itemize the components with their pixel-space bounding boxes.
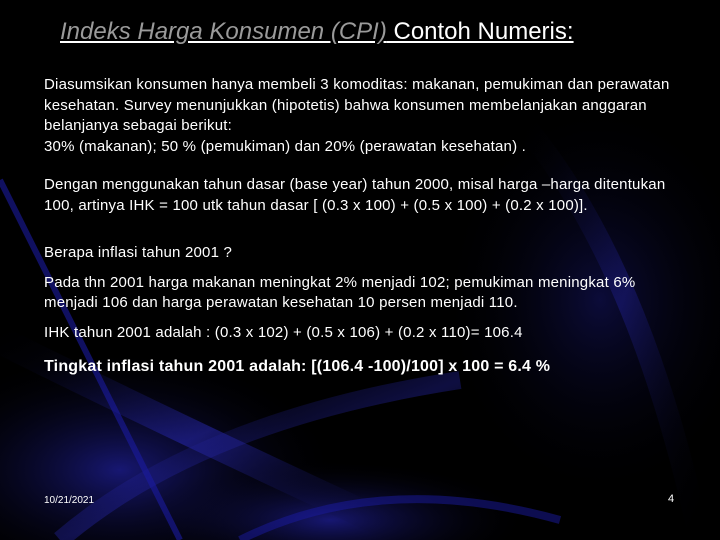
slide-content <box>44 75 684 378</box>
slide-title <box>60 14 710 50</box>
paragraph-weights: 30% (makanan); 50 % (pemukiman) dan 20% (perawatan kesehatan) . <box>44 137 527 155</box>
title-part-1: Indeks Harga Konsumen (CPI) <box>60 18 387 45</box>
paragraph-price-changes: Pada thn 2001 harga makanan meningkat 2% menjadi 102; pemukiman meningkat 6% menjadi 106 dan harga perawatan kesehatan 10 persen menjadi 110. <box>44 273 636 311</box>
paragraph-question: Berapa inflasi tahun 2001 ? <box>44 244 233 261</box>
paragraph-assumption: Diasumsikan konsumen hanya membeli 3 komoditas: makanan, pemukiman dan perawatan kesehatan. Survey menunjukkan (hipotetis) bahwa konsumen membelanjakan anggaran belanjanya sebagai berikut: <box>44 76 670 134</box>
title-part-2: Contoh Numeris: <box>386 18 574 45</box>
paragraph-inflation-result: Tingkat inflasi tahun 2001 adalah: [(106.4 -100)/100] x 100 = 6.4 % <box>44 358 551 375</box>
paragraph-ihk-2001: IHK tahun 2001 adalah : (0.3 x 102) + (0.5 x 106) + (0.2 x 110)= 106.4 <box>44 323 523 341</box>
footer-date: 10/21/2021 <box>44 495 95 506</box>
page-number: 4 <box>668 493 675 505</box>
paragraph-base-year: Dengan menggunakan tahun dasar (base year) tahun 2000, misal harga –harga ditentukan 100, artinya IHK = 100 utk tahun dasar [ (0.3 x 100) + (0.5 x 100) + (0.2 x 100)]. <box>44 176 666 214</box>
